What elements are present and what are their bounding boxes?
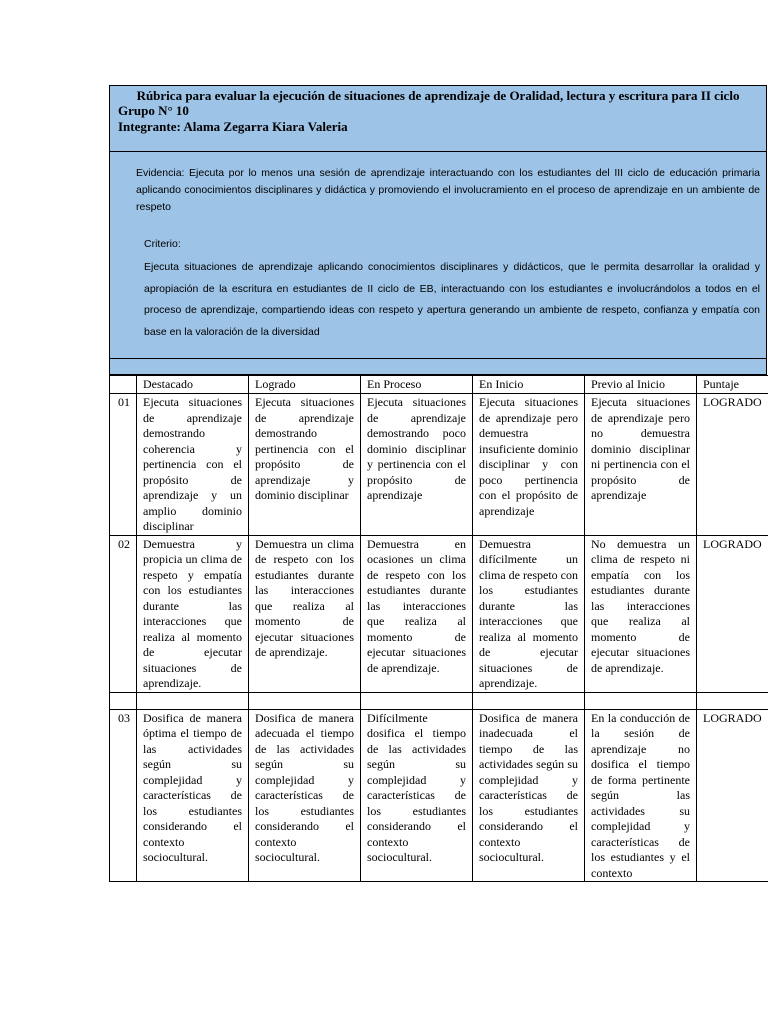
table-row	[110, 535, 768, 692]
cell-en-proceso: Ejecuta situaciones de aprendizaje demostrando poco dominio disciplinar y pertinencia con el propósito de aprendizaje	[361, 394, 473, 536]
cell-en-inicio: Ejecuta situaciones de aprendizaje pero demuestra insuficiente dominio disciplinar y con poco pertinencia con el propósito de aprendizaje	[473, 394, 585, 536]
column-header-en-proceso: En Proceso	[361, 376, 473, 394]
table-row	[110, 709, 768, 882]
column-header-logrado: Logrado	[249, 376, 361, 394]
group-number: Grupo N° 10	[118, 103, 189, 118]
evidence-text: Evidencia: Ejecuta por lo menos una sesión de aprendizaje interactuando con los estudiantes del III ciclo de educación primaria aplicando conocimientos disciplinares y didáctica y promoviendo el involucramiento en el proceso de aprendizaje en un ambiente de respeto	[136, 167, 760, 213]
cell-logrado: Dosifica de manera adecuada el tiempo de las actividades según su complejidad y características de los estudiantes considerando el contexto sociocultural.	[249, 709, 361, 882]
cell-en-inicio: Demuestra difícilmente un clima de respeto con los estudiantes durante las interacciones que realiza al momento de ejecutar situaciones de aprendizaje.	[473, 535, 585, 692]
cell-logrado: Demuestra un clima de respeto con los estudiantes durante las interacciones que realiza al momento de ejecutar situaciones de aprendizaje.	[249, 535, 361, 692]
criterio-label: Criterio:	[144, 238, 181, 250]
cell-puntaje: LOGRADO	[697, 709, 768, 882]
table-row	[110, 394, 768, 536]
column-header-previo-al-inicio: Previo al Inicio	[585, 376, 697, 394]
cell-destacado: Ejecuta situaciones de aprendizaje demostrando coherencia y pertinencia con el propósito de aprendizaje y un amplio dominio disciplinar	[137, 394, 249, 536]
spacer-row	[110, 692, 768, 709]
cell-puntaje: LOGRADO	[697, 394, 768, 536]
cell-en-inicio: Dosifica de manera inadecuada el tiempo de las actividades según su complejidad y características de los estudiantes considerando el contexto sociocultural.	[473, 709, 585, 882]
cell-previo-al-inicio: No demuestra un clima de respeto ni empatía con los estudiantes durante las interacciones que realiza al momento de ejecutar situaciones de aprendizaje.	[585, 535, 697, 692]
cell-destacado: Demuestra y propicia un clima de respeto y empatía con los estudiantes durante las interacciones que realiza al momento de ejecutar situaciones de aprendizaje.	[137, 535, 249, 692]
rubric-table	[109, 375, 768, 882]
cell-logrado: Ejecuta situaciones de aprendizaje demostrando pertinencia con el propósito de aprendizaje y dominio disciplinar	[249, 394, 361, 536]
header-divider	[110, 151, 766, 152]
cell-en-proceso: Demuestra en ocasiones un clima de respeto con los estudiantes durante las interacciones que realiza al momento de ejecutar situaciones de aprendizaje.	[361, 535, 473, 692]
rubric-title: Rúbrica para evaluar la ejecución de situaciones de aprendizaje de Oralidad, lectura y escritura para II ciclo	[136, 88, 740, 103]
member-name: Integrante: Alama Zegarra Kiara Valeria	[118, 119, 348, 134]
criterio-text: Ejecuta situaciones de aprendizaje aplicando conocimientos disciplinares y didácticos, que le permita desarrollar la oralidad y apropiación de la escritura en estudiantes de II ciclo de EB, interactuando con los estudiantes e involucrándolos a todos en el proceso de aprendizaje, compartiendo ideas con respeto y apertura generando un ambiente de respeto, confianza y empatía con base en la valoración de la diversidad	[144, 261, 760, 338]
table-header-row	[110, 376, 768, 394]
row-number: 03	[110, 709, 137, 882]
header-bottom-divider	[110, 358, 766, 359]
cell-previo-al-inicio: En la conducción de la sesión de aprendizaje no dosifica el tiempo de forma pertinente según las actividades su complejidad y características de los estudiantes y el contexto	[585, 709, 697, 882]
column-header-puntaje: Puntaje	[697, 376, 768, 394]
row-number: 01	[110, 394, 137, 536]
cell-previo-al-inicio: Ejecuta situaciones de aprendizaje pero no demuestra dominio disciplinar ni pertinencia con el propósito de aprendizaje	[585, 394, 697, 536]
column-header-number	[110, 376, 137, 394]
column-header-destacado: Destacado	[137, 376, 249, 394]
cell-puntaje: LOGRADO	[697, 535, 768, 692]
column-header-en-inicio: En Inicio	[473, 376, 585, 394]
rubric-header	[109, 85, 767, 375]
row-number: 02	[110, 535, 137, 692]
cell-destacado: Dosifica de manera óptima el tiempo de las actividades según su complejidad y características de los estudiantes considerando el contexto sociocultural.	[137, 709, 249, 882]
cell-en-proceso: Difícilmente dosifica el tiempo de las actividades según su complejidad y características de los estudiantes considerando el contexto sociocultural.	[361, 709, 473, 882]
